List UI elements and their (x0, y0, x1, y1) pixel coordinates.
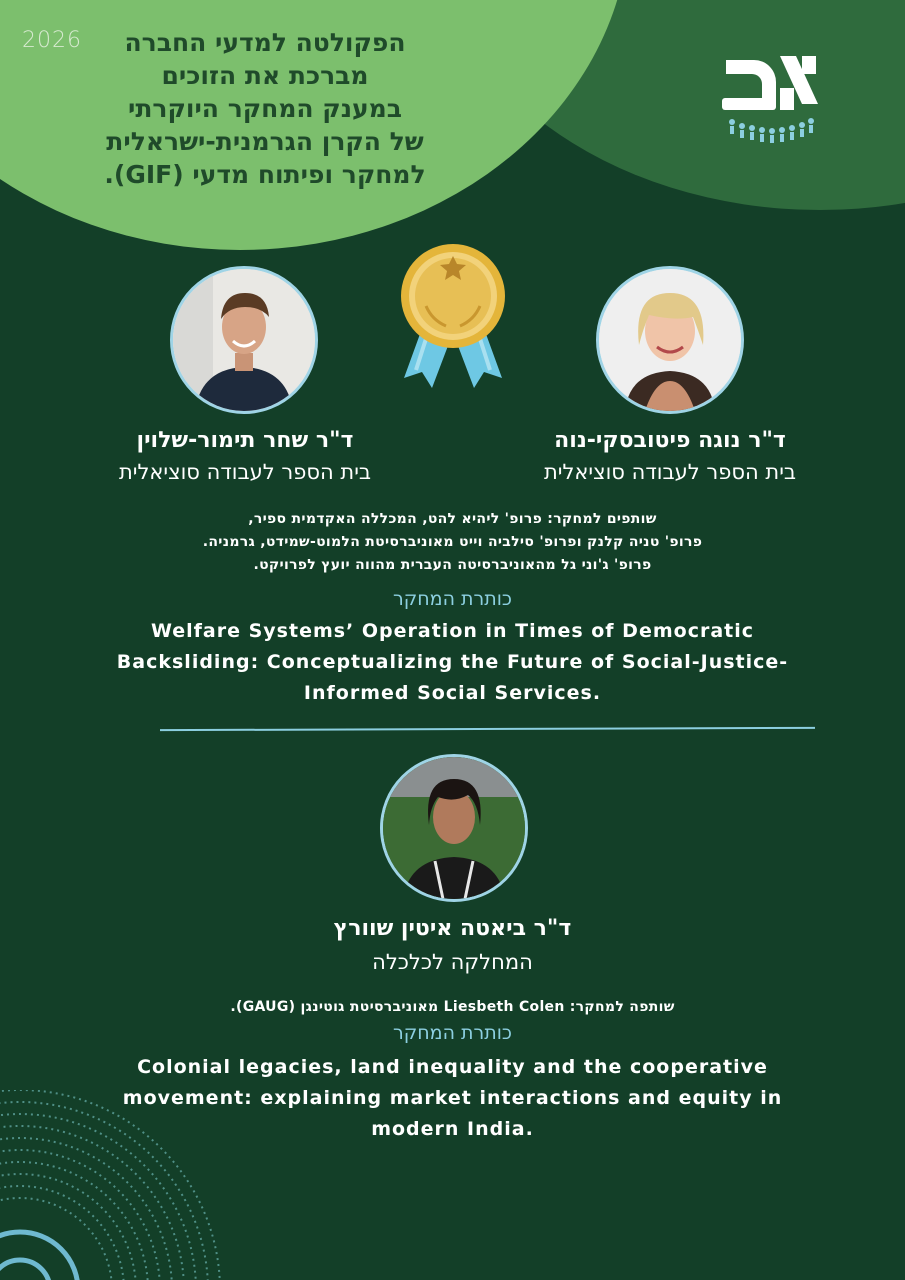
grant2-title-label: כותרת המחקר (393, 1022, 512, 1044)
winner-right-dept: בית הספר לעבודה סוציאלית (543, 460, 797, 484)
grant1-partners (60, 508, 845, 577)
grant1-research-title (90, 616, 815, 709)
partners-line: שותפה למחקר: Liesbeth Colen מאוניברסיטת גוטינגן (GAUG). (230, 999, 675, 1015)
title-line: Colonial legacies, land inequality and the cooperative (137, 1056, 768, 1078)
grant1-title-label: כותרת המחקר (393, 588, 512, 610)
portrait-winner-right (596, 266, 744, 414)
person-photo-icon (599, 269, 741, 411)
title-line: Welfare Systems’ Operation in Times of Democratic (150, 620, 755, 642)
portrait-winner-left (170, 266, 318, 414)
headline-line: הפקולטה למדעי החברה (124, 28, 406, 57)
winner-2-name: ד"ר ביאטה איטין שוורץ (333, 916, 572, 941)
partners-line: שותפים למחקר: פרופ' ליהיא להט, המכללה האקדמית ספיר, (248, 511, 657, 527)
grant2-partners (60, 996, 845, 1019)
winner-left-name: ד"ר שחר תימור-שלוין (136, 428, 354, 453)
headline-line: מברכת את הזוכים (161, 61, 369, 90)
title-line: movement: explaining market interactions and equity in (122, 1087, 783, 1109)
title-line: Informed Social Services. (303, 682, 602, 704)
partners-line: פרופ' טניה קלנק ופרופ' סילביה וייט מאוניברסיטת הלמוט-שמידט, גרמניה. (202, 534, 703, 550)
headline-line: במענק המחקר היוקרתי (127, 94, 403, 123)
person-photo-icon (173, 269, 315, 411)
university-logo-icon (718, 48, 824, 148)
winner-left-dept: בית הספר לעבודה סוציאלית (118, 460, 372, 484)
decorative-dots-pattern (0, 1090, 230, 1280)
person-photo-icon (383, 757, 525, 899)
headline (60, 26, 470, 191)
winner-2-dept: המחלקה לכלכלה (372, 950, 533, 974)
year-label: 2026 (22, 28, 82, 53)
headline-line: של הקרן הגרמנית-ישראלית (106, 127, 424, 156)
section-divider (160, 727, 815, 731)
medal-ribbon-icon (398, 242, 508, 392)
title-line: modern India. (371, 1118, 534, 1140)
headline-line: למחקר ופיתוח מדעי (GIF). (104, 160, 426, 189)
title-line: Backsliding: Conceptualizing the Future of Social-Justice- (116, 651, 789, 673)
winner-right-name: ד"ר נוגה פיטובסקי-נוה (554, 428, 786, 453)
partners-line: פרופ' ג'וני גל מהאוניברסיטה העברית מהווה יועץ לפרויקט. (253, 557, 652, 573)
portrait-winner-2 (380, 754, 528, 902)
